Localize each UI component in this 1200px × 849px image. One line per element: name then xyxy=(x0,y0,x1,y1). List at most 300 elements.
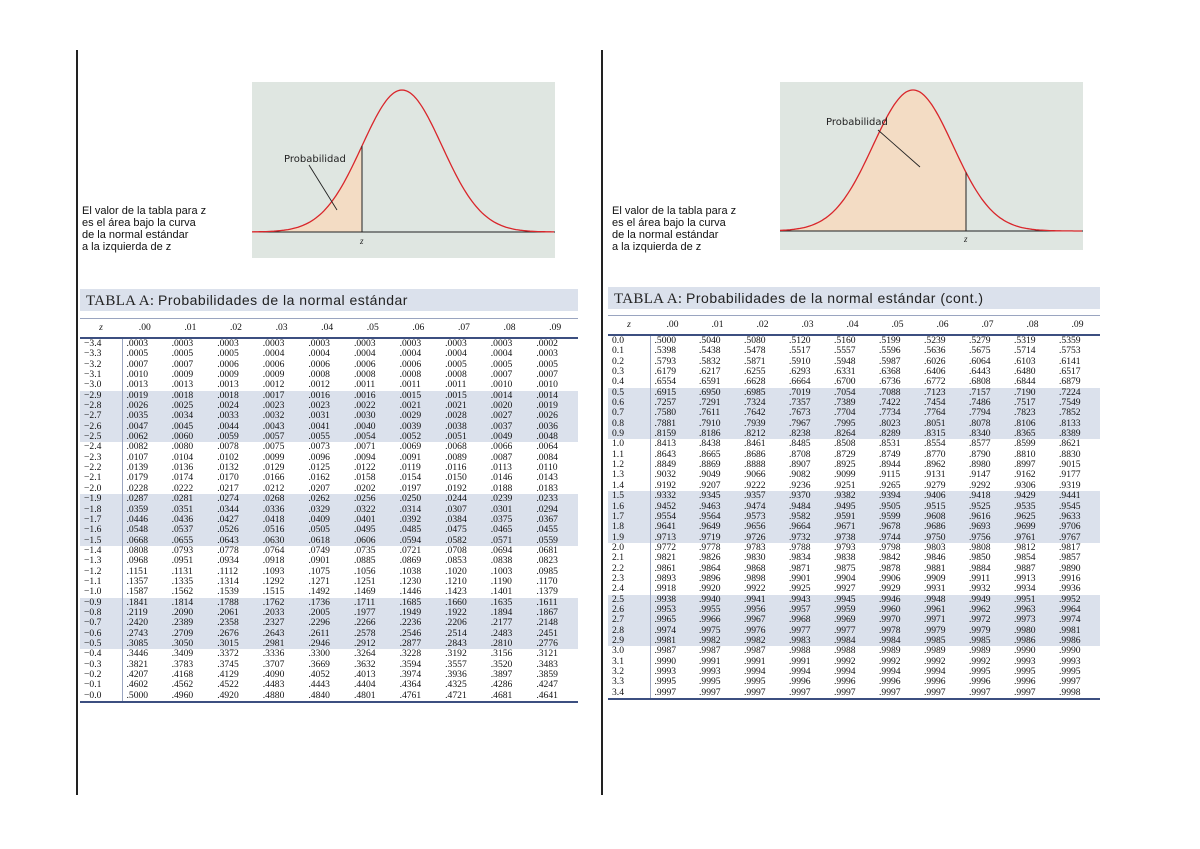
column-header: .03 xyxy=(785,316,830,336)
probability-cell: .9441 xyxy=(1055,491,1100,501)
probability-cell: .9992 xyxy=(834,656,856,667)
probability-cell: .6443 xyxy=(969,367,991,378)
probability-cell: .9830 xyxy=(744,553,766,564)
table-row xyxy=(608,595,1100,605)
probability-cell: .0043 xyxy=(259,422,305,432)
table-row xyxy=(608,419,1100,429)
table-row xyxy=(80,380,578,390)
probability-cell: .0143 xyxy=(536,473,558,484)
probability-cell: .9032 xyxy=(654,470,677,481)
probability-cell: .9463 xyxy=(695,502,740,512)
probability-cell: .7764 xyxy=(920,408,965,418)
probability-cell: .0179 xyxy=(126,473,149,484)
z-value-cell: 1.0 xyxy=(608,439,650,449)
probability-cell: .0985 xyxy=(536,566,558,577)
probability-cell: .6026 xyxy=(924,356,946,367)
probability-cell: .5636 xyxy=(924,346,946,357)
probability-cell: .9918 xyxy=(654,584,677,595)
z-value-cell: −0.2 xyxy=(80,670,122,680)
probability-cell: .6844 xyxy=(1014,377,1036,388)
probability-cell: .0003 xyxy=(536,349,558,360)
z-value-cell: −0.6 xyxy=(80,629,122,639)
column-header: .09 xyxy=(532,319,578,339)
probability-cell: .8770 xyxy=(924,449,946,460)
probability-cell: .2296 xyxy=(304,618,350,628)
probability-cell: .9864 xyxy=(699,563,721,574)
z-value-cell: 0.6 xyxy=(608,398,650,408)
probability-cell: .3015 xyxy=(213,639,259,649)
probability-cell: .6985 xyxy=(740,388,785,398)
probability-cell: .9616 xyxy=(965,512,1010,522)
table-row xyxy=(80,680,578,690)
probability-cell: .6406 xyxy=(924,367,946,378)
probability-cell: .0027 xyxy=(487,411,533,421)
probability-cell: .9838 xyxy=(834,553,856,564)
probability-cell: .9987 xyxy=(744,646,766,657)
probability-cell: .8212 xyxy=(740,429,785,439)
z-value-cell: 0.4 xyxy=(608,377,650,387)
probability-cell: .2483 xyxy=(487,629,533,639)
probability-cell: .8621 xyxy=(1059,439,1081,450)
probability-cell: .8577 xyxy=(969,439,991,450)
probability-cell: .2912 xyxy=(350,639,396,649)
probability-cell: .6141 xyxy=(1059,356,1081,367)
probability-cell: .0003 xyxy=(171,338,194,349)
probability-cell: .9994 xyxy=(789,667,811,677)
probability-cell: .0009 xyxy=(171,370,194,381)
probability-cell: .8106 xyxy=(1010,419,1055,429)
probability-cell: .2643 xyxy=(259,629,305,639)
probability-cell: .9878 xyxy=(879,563,901,574)
probability-cell: .0038 xyxy=(441,422,487,432)
probability-cell: .1335 xyxy=(171,576,194,587)
probability-cell: .0793 xyxy=(171,545,194,556)
probability-cell: .8729 xyxy=(834,449,856,460)
probability-cell: .9969 xyxy=(830,615,875,625)
probability-cell: .0019 xyxy=(532,401,578,411)
probability-cell: .1685 xyxy=(396,598,442,608)
probability-cell: .8289 xyxy=(875,429,920,439)
probability-cell: .7580 xyxy=(650,408,695,418)
probability-cell: .2981 xyxy=(259,639,305,649)
probability-cell: .9082 xyxy=(789,470,811,481)
probability-cell: .0032 xyxy=(259,411,305,421)
probability-cell: .5199 xyxy=(879,335,901,346)
z-value-cell: −2.5 xyxy=(80,432,122,442)
probability-cell: .7123 xyxy=(920,388,965,398)
probability-cell: .9633 xyxy=(1055,512,1100,522)
probability-cell: .0073 xyxy=(308,442,330,453)
probability-cell: .7054 xyxy=(830,388,875,398)
probability-cell: .0022 xyxy=(350,401,396,411)
table-row xyxy=(608,584,1100,594)
probability-cell: .1170 xyxy=(536,576,558,587)
probability-cell: .0009 xyxy=(262,370,285,381)
probability-cell: .2420 xyxy=(122,618,168,628)
probability-cell: .9966 xyxy=(695,615,740,625)
table-row xyxy=(80,546,578,556)
z-value-cell: −2.9 xyxy=(80,391,122,401)
probability-cell: .7324 xyxy=(740,398,785,408)
table-row xyxy=(608,667,1100,677)
probability-cell: .0122 xyxy=(353,463,376,474)
probability-cell: .0003 xyxy=(308,338,330,349)
probability-cell: .9788 xyxy=(789,542,811,553)
column-header: .04 xyxy=(304,319,350,339)
probability-cell: .2206 xyxy=(441,618,487,628)
probability-cell: .0125 xyxy=(308,463,330,474)
probability-cell: .9911 xyxy=(969,573,991,584)
caption-line: a la izquierda de z xyxy=(82,241,172,253)
probability-cell: .9382 xyxy=(830,491,875,501)
probability-cell: .6217 xyxy=(699,367,721,378)
table-row xyxy=(80,639,578,649)
table-row xyxy=(80,567,578,577)
probability-cell: .9997 xyxy=(695,688,740,699)
probability-cell: .0087 xyxy=(490,452,513,463)
probability-cell: .9996 xyxy=(1014,677,1036,688)
probability-cell: .8997 xyxy=(1014,460,1036,471)
probability-cell: .0183 xyxy=(536,483,558,494)
probability-cell: .9977 xyxy=(830,626,875,636)
probability-cell: .9582 xyxy=(785,512,830,522)
probability-cell: .0294 xyxy=(532,505,578,515)
probability-cell: .0066 xyxy=(490,442,513,453)
pointer-line xyxy=(309,165,337,210)
normal-curve-figure-right xyxy=(780,82,1083,250)
z-table-positive xyxy=(608,315,1100,700)
probability-cell: .1814 xyxy=(168,598,214,608)
probability-cell: .6628 xyxy=(744,377,766,388)
probability-cell: .0495 xyxy=(350,525,396,535)
probability-cell: .0188 xyxy=(490,483,513,494)
probability-cell: .1446 xyxy=(399,587,422,598)
probability-cell: .9808 xyxy=(969,542,991,553)
probability-cell: .0002 xyxy=(536,338,558,349)
probability-cell: .5040 xyxy=(699,335,721,346)
probability-cell: .9979 xyxy=(920,626,965,636)
probability-cell: .8315 xyxy=(920,429,965,439)
probability-cell: .7088 xyxy=(875,388,920,398)
table-row xyxy=(80,463,578,473)
probability-cell: .9821 xyxy=(654,553,677,564)
probability-cell: .9803 xyxy=(924,542,946,553)
probability-cell: .9996 xyxy=(924,677,946,688)
probability-cell: .0075 xyxy=(262,442,285,453)
probability-cell: .0021 xyxy=(441,401,487,411)
probability-cell: .9370 xyxy=(785,491,830,501)
probability-cell: .0007 xyxy=(536,370,558,381)
probability-cell: .4522 xyxy=(217,680,239,691)
probability-cell: .1151 xyxy=(126,566,148,577)
probability-cell: .0005 xyxy=(536,359,558,370)
column-header: .08 xyxy=(487,319,533,339)
probability-cell: .0080 xyxy=(171,442,194,453)
table-row xyxy=(608,533,1100,543)
probability-cell: .9842 xyxy=(879,553,901,564)
z-value-cell: 3.1 xyxy=(608,657,650,667)
probability-cell: .3121 xyxy=(536,649,558,660)
probability-cell: .9319 xyxy=(1059,480,1081,491)
probability-cell: .9945 xyxy=(830,595,875,605)
probability-cell: .8810 xyxy=(1014,449,1036,460)
probability-cell: .0618 xyxy=(304,536,350,546)
probability-cell: .9641 xyxy=(650,522,695,532)
probability-cell: .9992 xyxy=(969,656,991,667)
probability-cell: .0091 xyxy=(399,452,422,463)
probability-cell: .0011 xyxy=(445,380,467,391)
probability-cell: .6293 xyxy=(789,367,811,378)
table-row xyxy=(80,494,578,504)
z-value-cell: −3.4 xyxy=(80,338,122,349)
probability-cell: .4207 xyxy=(126,670,149,680)
probability-cell: .0526 xyxy=(213,525,259,535)
z-label: z xyxy=(360,236,364,246)
normal-curve-right xyxy=(780,82,1083,250)
probability-cell: .9973 xyxy=(1010,615,1055,625)
probability-cell: .0307 xyxy=(441,505,487,515)
probability-cell: .7517 xyxy=(1010,398,1055,408)
probability-cell: .0154 xyxy=(399,473,422,484)
probability-cell: .4960 xyxy=(168,691,214,702)
z-value-cell: 3.2 xyxy=(608,667,650,677)
probability-cell: .9986 xyxy=(1055,636,1100,646)
z-value-cell: 2.6 xyxy=(608,605,650,615)
probability-cell: .9995 xyxy=(654,677,677,688)
probability-cell: .8665 xyxy=(699,449,721,460)
probability-cell: .9332 xyxy=(650,491,695,501)
probability-cell: .8686 xyxy=(744,449,766,460)
probability-cell: .0455 xyxy=(532,525,578,535)
probability-cell: .0934 xyxy=(217,556,239,567)
probability-cell: .0018 xyxy=(168,391,214,401)
probability-cell: .0040 xyxy=(350,422,396,432)
probability-cell: .7794 xyxy=(965,408,1010,418)
probability-cell: .4013 xyxy=(353,670,376,680)
probability-cell: .3372 xyxy=(217,649,239,660)
probability-cell: .5557 xyxy=(834,346,856,357)
probability-cell: .4562 xyxy=(171,680,194,691)
caption-line: es el área bajo la curva xyxy=(612,217,726,229)
column-header: .02 xyxy=(213,319,259,339)
probability-cell: .0808 xyxy=(126,545,149,556)
probability-cell: .0594 xyxy=(396,536,442,546)
probability-cell: .1131 xyxy=(171,566,193,577)
table-row xyxy=(80,505,578,515)
z-value-cell: 3.3 xyxy=(608,677,650,687)
probability-cell: .5080 xyxy=(744,335,766,346)
probability-cell: .8508 xyxy=(834,439,856,450)
probability-cell: .0721 xyxy=(399,545,422,556)
column-header: .05 xyxy=(350,319,396,339)
table-row xyxy=(608,367,1100,377)
probability-cell: .3336 xyxy=(262,649,285,660)
probability-cell: .9484 xyxy=(785,502,830,512)
probability-cell: .9505 xyxy=(875,502,920,512)
probability-cell: .9974 xyxy=(1055,615,1100,625)
probability-cell: .0034 xyxy=(168,411,214,421)
probability-cell: .0869 xyxy=(399,556,422,567)
probability-cell: .9993 xyxy=(654,667,677,677)
z-value-cell: −1.9 xyxy=(80,494,122,504)
probability-cell: .0110 xyxy=(536,463,558,474)
probability-cell: .9952 xyxy=(1055,595,1100,605)
probability-cell: .0044 xyxy=(213,422,259,432)
probability-cell: .1251 xyxy=(353,576,376,587)
probability-cell: .9997 xyxy=(740,688,785,699)
probability-cell: .5000 xyxy=(122,691,168,702)
z-value-cell: −1.6 xyxy=(80,525,122,535)
probability-cell: .9981 xyxy=(1055,626,1100,636)
probability-cell: .8159 xyxy=(650,429,695,439)
probability-cell: .0102 xyxy=(217,452,239,463)
probability-cell: .6591 xyxy=(699,377,721,388)
probability-cell: .9971 xyxy=(920,615,965,625)
probability-cell: .0281 xyxy=(168,494,214,504)
probability-cell: .9573 xyxy=(740,512,785,522)
probability-cell: .9951 xyxy=(1010,595,1055,605)
table-row xyxy=(80,442,578,452)
probability-cell: .4168 xyxy=(171,670,194,680)
probability-cell: .7357 xyxy=(785,398,830,408)
probability-cell: .0838 xyxy=(490,556,513,567)
table-row xyxy=(80,411,578,421)
probability-cell: .0582 xyxy=(441,536,487,546)
column-header: z xyxy=(608,316,650,336)
table-row xyxy=(608,626,1100,636)
probability-cell: .9963 xyxy=(1010,605,1055,615)
z-value-cell: −1.5 xyxy=(80,536,122,546)
probability-cell: .9850 xyxy=(969,553,991,564)
z-value-cell: −2.7 xyxy=(80,411,122,421)
probability-cell: .0030 xyxy=(350,411,396,421)
column-header: .01 xyxy=(168,319,214,339)
figure-caption-left xyxy=(82,205,242,253)
z-value-cell: 1.7 xyxy=(608,512,650,522)
table-row xyxy=(608,688,1100,699)
probability-cell: .1379 xyxy=(536,587,558,598)
probability-cell: .0749 xyxy=(308,545,330,556)
probability-cell: .9987 xyxy=(699,646,721,657)
probability-cell: .0104 xyxy=(171,452,194,463)
table-row xyxy=(608,470,1100,480)
probability-cell: .0571 xyxy=(487,536,533,546)
probability-cell: .3936 xyxy=(445,670,467,680)
probability-cell: .9984 xyxy=(875,636,920,646)
probability-cell: .1894 xyxy=(487,608,533,618)
table-row xyxy=(608,502,1100,512)
z-value-cell: −1.4 xyxy=(80,546,122,556)
probability-cell: .2389 xyxy=(168,618,214,628)
probability-cell: .0005 xyxy=(126,349,149,360)
table-row xyxy=(608,481,1100,491)
probability-cell: .0005 xyxy=(171,349,194,360)
z-value-cell: −1.2 xyxy=(80,567,122,577)
z-value-cell: 0.3 xyxy=(608,367,650,377)
probability-cell: .9948 xyxy=(920,595,965,605)
probability-cell: .8078 xyxy=(965,419,1010,429)
probability-cell: .0006 xyxy=(308,359,330,370)
probability-cell: .1492 xyxy=(308,587,330,598)
probability-cell: .0060 xyxy=(168,432,214,442)
probability-cell: .6808 xyxy=(969,377,991,388)
z-value-cell: 0.7 xyxy=(608,408,650,418)
probability-cell: .0446 xyxy=(122,515,168,525)
table-title-right xyxy=(608,287,1100,309)
z-value-cell: −3.3 xyxy=(80,349,122,359)
probability-cell: .4880 xyxy=(259,691,305,702)
z-value-cell: 0.8 xyxy=(608,419,650,429)
probability-cell: .9931 xyxy=(924,584,946,595)
probability-cell: .5596 xyxy=(879,346,901,357)
probability-cell: .5239 xyxy=(924,335,946,346)
probability-cell: .9236 xyxy=(789,480,811,491)
table-row xyxy=(80,432,578,442)
probability-cell: .5359 xyxy=(1059,335,1081,346)
probability-cell: .9956 xyxy=(740,605,785,615)
probability-cell: .9998 xyxy=(1055,688,1100,699)
z-value-cell: 2.8 xyxy=(608,626,650,636)
probability-cell: .9222 xyxy=(744,480,766,491)
probability-cell: .3228 xyxy=(399,649,422,660)
probability-cell: .9988 xyxy=(789,646,811,657)
probability-cell: .7881 xyxy=(650,419,695,429)
probability-cell: .0023 xyxy=(304,401,350,411)
probability-cell: .0025 xyxy=(168,401,214,411)
probability-cell: .9744 xyxy=(875,533,920,543)
probability-cell: .8980 xyxy=(969,460,991,471)
probability-cell: .6915 xyxy=(650,388,695,398)
probability-cell: .0475 xyxy=(441,525,487,535)
table-title-left xyxy=(80,289,578,311)
probability-cell: .0004 xyxy=(353,349,376,360)
probability-cell: .0146 xyxy=(490,473,513,484)
probability-cell: .5871 xyxy=(744,356,766,367)
z-value-cell: −1.8 xyxy=(80,505,122,515)
probability-cell: .0007 xyxy=(490,370,513,381)
probability-cell: .0010 xyxy=(536,380,558,391)
probability-cell: .3557 xyxy=(445,659,467,670)
probability-cell: .2177 xyxy=(487,618,533,628)
probability-cell: .0384 xyxy=(441,515,487,525)
probability-cell: .3897 xyxy=(490,670,513,680)
z-value-cell: −0.8 xyxy=(80,608,122,618)
probability-cell: .9976 xyxy=(740,626,785,636)
probability-cell: .0256 xyxy=(350,494,396,504)
probability-cell: .7967 xyxy=(785,419,830,429)
probability-cell: .9992 xyxy=(924,656,946,667)
probability-cell: .2514 xyxy=(441,629,487,639)
probability-cell: .2119 xyxy=(122,608,168,618)
probability-cell: .9978 xyxy=(875,626,920,636)
probability-cell: .1587 xyxy=(126,587,149,598)
probability-cell: .4920 xyxy=(213,691,259,702)
probability-cell: .9941 xyxy=(740,595,785,605)
probability-cell: .9959 xyxy=(830,605,875,615)
probability-cell: .0064 xyxy=(536,442,558,453)
probability-cell: .0005 xyxy=(445,359,467,370)
probability-cell: .0006 xyxy=(262,359,285,370)
probability-cell: .9699 xyxy=(1010,522,1055,532)
probability-cell: .0004 xyxy=(445,349,467,360)
probability-cell: .8944 xyxy=(879,460,901,471)
probability-cell: .0057 xyxy=(259,432,305,442)
probability-cell: .9564 xyxy=(695,512,740,522)
table-row xyxy=(608,574,1100,584)
probability-cell: .9783 xyxy=(744,542,766,553)
probability-cell: .1515 xyxy=(262,587,285,598)
probability-cell: .0150 xyxy=(445,473,467,484)
